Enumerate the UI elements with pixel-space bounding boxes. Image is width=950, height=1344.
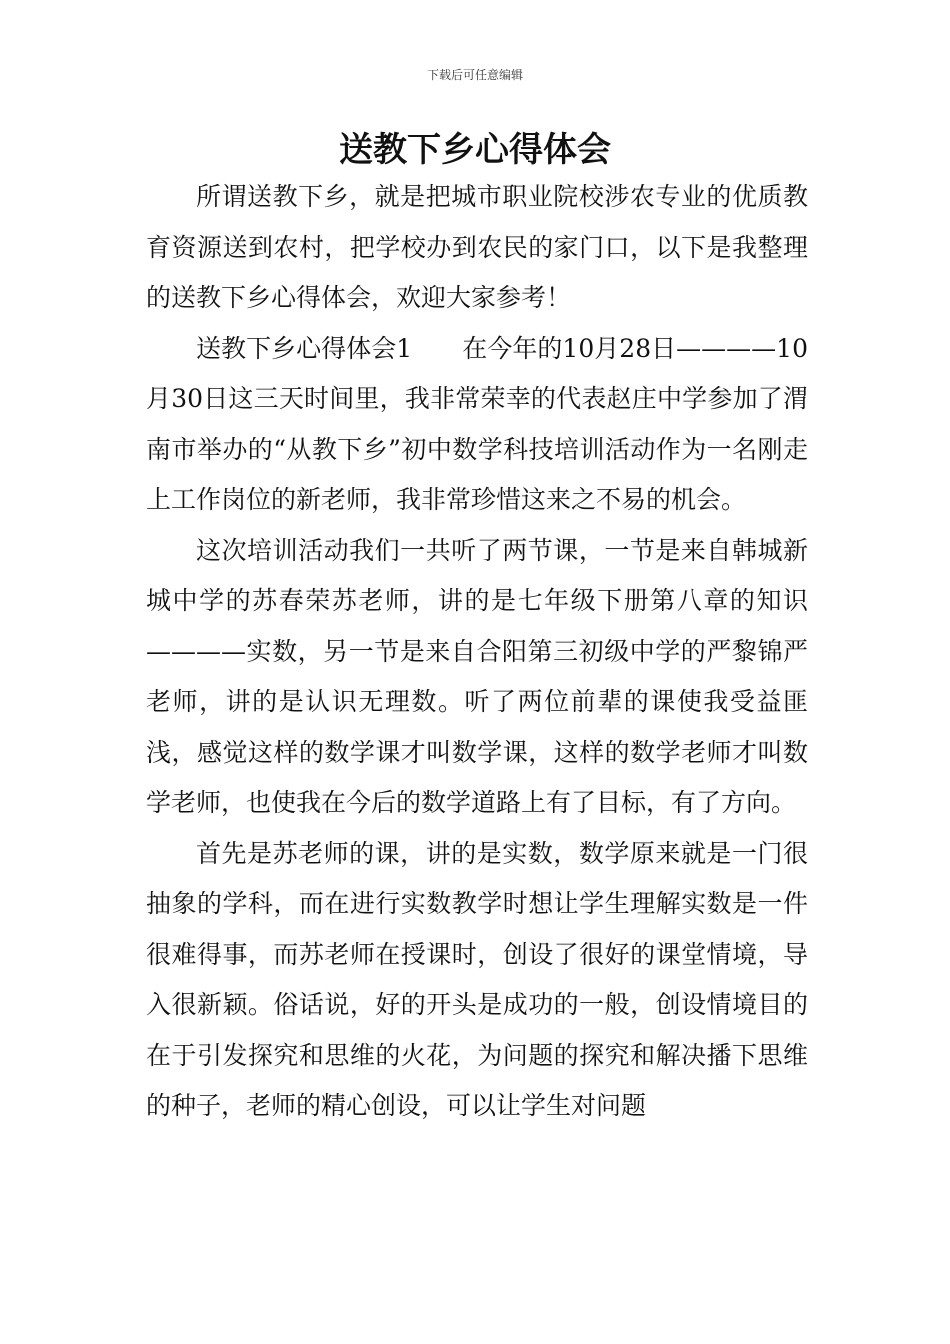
paragraph-intro: 所谓送教下乡，就是把城市职业院校涉农专业的优质教育资源送到农村，把学校办到农民的家门口，以下是我整理的送教下乡心得体会，欢迎大家参考！ bbox=[146, 182, 808, 312]
paragraph-experience-1: 送教下乡心得体会1 在今年的10月28日————10月30日这三天时间里，我非常荣幸的代表赵庄中学参加了渭南市举办的“从教下乡”初中数学科技培训活动作为一名刚走上工作岗位的新老师，我非常珍惜这来之不易的机会。 bbox=[146, 333, 808, 514]
paragraph-su-teacher-lesson: 首先是苏老师的课，讲的是实数，数学原来就是一门很抽象的学科，而在进行实数教学时想让学生理解实数是一件很难得事，而苏老师在授课时，创设了很好的课堂情境，导入很新颖。俗话说，好的开头是成功的一般，创设情境目的在于引发探究和思维的火花，为问题的探究和解决播下思维的种子，老师的精心创设，可以让学生对问题 bbox=[146, 838, 808, 1120]
document-title: 送教下乡心得体会 bbox=[339, 130, 611, 170]
paragraph-training-lessons: 这次培训活动我们一共听了两节课，一节是来自韩城新城中学的苏春荣苏老师，讲的是七年级下册第八章的知识————实数，另一节是来自合阳第三初级中学的严黎锦严老师，讲的是认识无理数。听了两位前辈的课使我受益匪浅，感觉这样的数学课才叫数学课，这样的数学老师才叫数学老师，也使我在今后的数学道路上有了目标，有了方向。 bbox=[146, 535, 808, 817]
header-note: 下载后可任意编辑 bbox=[426, 68, 523, 82]
document-body bbox=[146, 172, 808, 1132]
